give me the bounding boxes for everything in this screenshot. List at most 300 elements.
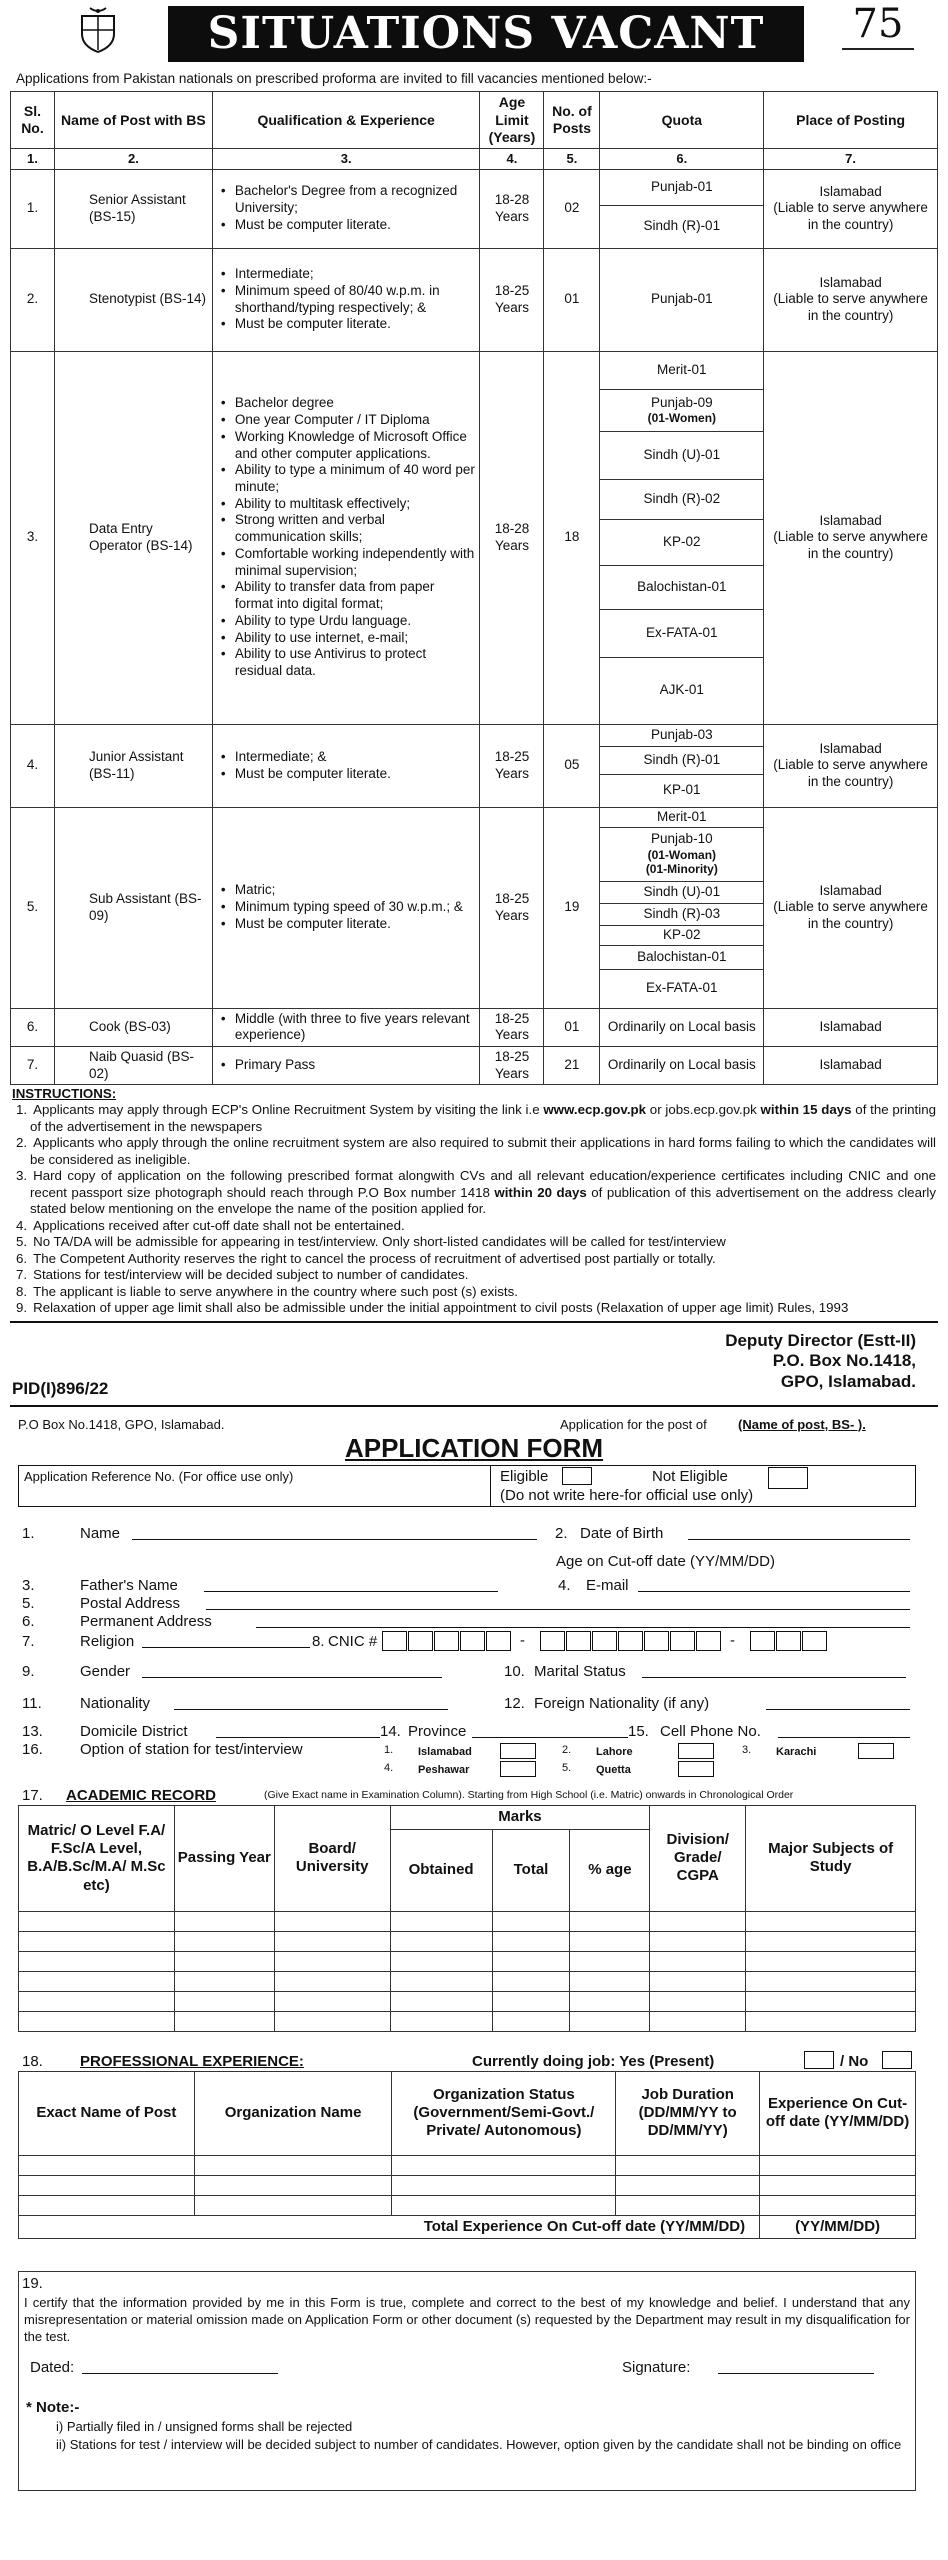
academic-cell[interactable] <box>174 1971 274 1991</box>
header-no-of-posts: No. of Posts <box>544 92 600 148</box>
station-checkbox-quetta[interactable] <box>678 1761 714 1777</box>
station-checkbox-peshawar[interactable] <box>500 1761 536 1777</box>
academic-cell[interactable] <box>274 1931 390 1951</box>
row-quota <box>600 1008 764 1046</box>
quota-item <box>600 882 763 904</box>
column-number: 2. <box>54 148 212 169</box>
row-qualification <box>212 1047 480 1085</box>
header-division: Division/ Grade/ CGPA <box>650 1805 746 1911</box>
row-no-of-posts: 01 <box>544 1008 600 1046</box>
row-place-of-posting <box>764 1008 938 1046</box>
foreign-nationality-label: Foreign Nationality (if any) <box>534 1694 710 1712</box>
academic-cell[interactable] <box>390 1991 492 2011</box>
dob-input[interactable] <box>688 1539 910 1540</box>
station-number: 3. <box>742 1743 752 1756</box>
academic-cell[interactable] <box>746 1911 916 1931</box>
academic-cell[interactable] <box>390 1951 492 1971</box>
quota-label: AJK-01 <box>659 682 704 698</box>
signatory-address <box>725 1331 916 1392</box>
eligible-label: Eligible <box>500 1467 549 1485</box>
cnic-separator: - <box>730 1631 735 1649</box>
job-yes-checkbox[interactable] <box>804 2051 834 2069</box>
cnic-digit-box[interactable] <box>460 1631 485 1651</box>
instruction-text: within 15 days <box>760 1102 852 1118</box>
academic-cell[interactable] <box>174 1991 274 2011</box>
foreign-nationality-input[interactable] <box>766 1709 910 1710</box>
postal-address-input[interactable] <box>206 1609 910 1610</box>
qualification-item: • Minimum typing speed of 30 w.p.m.; & <box>217 899 476 916</box>
header-obtained: Obtained <box>390 1829 492 1911</box>
field-number: 2. <box>555 1524 568 1542</box>
field-number: 10. <box>504 1662 525 1680</box>
header-board: Board/ University <box>274 1805 390 1911</box>
instruction-item <box>12 1218 936 1234</box>
quota-item <box>600 808 763 828</box>
field-number: 4. <box>558 1576 571 1594</box>
field-number: 5. <box>22 1594 35 1612</box>
experience-cell[interactable] <box>194 2175 392 2195</box>
cnic-digit-box[interactable] <box>408 1631 433 1651</box>
row-place-of-posting <box>764 248 938 351</box>
name-label: Name <box>80 1524 121 1542</box>
field-number: 13. <box>22 1722 43 1740</box>
job-no-checkbox[interactable] <box>882 2051 912 2069</box>
experience-cell[interactable] <box>19 2195 195 2215</box>
row-age-limit: 18-25 Years <box>480 1047 544 1085</box>
row-post-name: Data Entry Operator (BS-14) <box>54 351 212 724</box>
total-experience-field[interactable]: (YY/MM/DD) <box>760 2215 916 2238</box>
table-row <box>11 169 938 248</box>
anniversary-logo <box>836 2 920 62</box>
row-age-limit: 18-28 Years <box>480 351 544 724</box>
academic-cell[interactable] <box>746 1931 916 1951</box>
permanent-address-label: Permanent Address <box>80 1612 212 1630</box>
academic-cell[interactable] <box>746 1991 916 2011</box>
quota-label: Punjab-01 <box>651 291 713 307</box>
header-quota: Quota <box>600 92 764 148</box>
cnic-digit-box[interactable] <box>750 1631 775 1651</box>
cnic-digit-box[interactable] <box>566 1631 591 1651</box>
cnic-digit-box[interactable] <box>618 1631 643 1651</box>
academic-cell[interactable] <box>19 1931 175 1951</box>
header-degree: Matric/ O Level F.A/ F.Sc/A Level, B.A/B.Sc/M.A/ M.Sc etc) <box>19 1805 175 1911</box>
permanent-address-input[interactable] <box>256 1627 910 1628</box>
qualification-item: • Ability to transfer data from paper format into digital format; <box>217 579 476 612</box>
experience-cell[interactable] <box>392 2195 616 2215</box>
academic-cell[interactable] <box>174 1931 274 1951</box>
quota-label: KP-02 <box>663 533 701 549</box>
cnic-digit-box[interactable] <box>776 1631 801 1651</box>
academic-cell[interactable] <box>390 1931 492 1951</box>
row-quota <box>600 351 764 724</box>
experience-cell[interactable] <box>19 2175 195 2195</box>
station-option-label: Option of station for test/interview <box>80 1740 303 1758</box>
header-qualification: Qualification & Experience <box>212 92 480 148</box>
academic-row <box>19 1971 916 1991</box>
father-name-input[interactable] <box>204 1591 498 1592</box>
posting-city: Islamabad <box>819 512 882 528</box>
experience-header-row <box>19 2071 916 2155</box>
qualification-item: • Bachelor degree <box>217 395 476 412</box>
academic-number: 17. <box>22 1786 43 1804</box>
cnic-digit-box[interactable] <box>486 1631 511 1651</box>
row-place-of-posting <box>764 807 938 1008</box>
academic-cell[interactable] <box>650 1911 746 1931</box>
cnic-separator: - <box>520 1631 525 1649</box>
field-number: 7. <box>22 1632 35 1650</box>
intro-text: Applications from Pakistan nationals on prescribed proforma are invited to fill vacancies mentioned below:- <box>16 71 652 86</box>
quota-label: Merit-01 <box>657 808 707 824</box>
header-place-of-posting: Place of Posting <box>764 92 938 148</box>
academic-header-row <box>19 1805 916 1829</box>
experience-number: 18. <box>22 2052 43 2070</box>
column-number: 6. <box>600 148 764 169</box>
dob-label: Date of Birth <box>580 1524 664 1542</box>
quota-label: Punjab-09 <box>651 394 713 410</box>
instruction-text: The applicant is liable to serve anywhere in the country where such post (s) exists. <box>33 1283 518 1299</box>
academic-cell[interactable] <box>650 1951 746 1971</box>
postal-address-label: Postal Address <box>80 1594 181 1612</box>
table-row <box>11 1008 938 1046</box>
station-checkbox-islamabad[interactable] <box>500 1743 536 1759</box>
not-eligible-checkbox[interactable] <box>768 1467 808 1489</box>
academic-cell[interactable] <box>492 2011 570 2031</box>
quota-label: Ordinarily on Local basis <box>607 1019 756 1035</box>
station-number: 4. <box>384 1761 394 1774</box>
nationality-input[interactable] <box>174 1709 448 1710</box>
row-qualification <box>212 169 480 248</box>
academic-title: ACADEMIC RECORD <box>66 1786 216 1804</box>
station-number: 5. <box>562 1761 572 1774</box>
academic-cell[interactable] <box>19 1971 175 1991</box>
instruction-text: Stations for test/interview will be decided subject to number of candidates. <box>33 1267 469 1283</box>
instruction-item <box>12 1251 936 1267</box>
academic-cell[interactable] <box>570 1931 650 1951</box>
vacancy-table <box>10 91 938 1085</box>
quota-label: Punjab-01 <box>651 178 713 194</box>
academic-cell[interactable] <box>570 1971 650 1991</box>
row-sl-no: 4. <box>11 724 55 807</box>
academic-cell[interactable] <box>492 1931 570 1951</box>
quota-item <box>600 352 763 390</box>
row-no-of-posts: 19 <box>544 807 600 1008</box>
instruction-item <box>12 1284 936 1300</box>
form-address: P.O Box No.1418, GPO, Islamabad. <box>18 1416 225 1432</box>
academic-cell[interactable] <box>174 2011 274 2031</box>
academic-cell[interactable] <box>492 1951 570 1971</box>
row-age-limit: 18-28 Years <box>480 169 544 248</box>
row-quota <box>600 169 764 248</box>
experience-cell[interactable] <box>392 2175 616 2195</box>
instruction-item <box>12 1168 936 1217</box>
experience-cell[interactable] <box>760 2155 916 2175</box>
academic-row <box>19 1951 916 1971</box>
row-no-of-posts: 18 <box>544 351 600 724</box>
column-number: 7. <box>764 148 938 169</box>
header-organization-status: Organization Status (Government/Semi-Govt./ Private/ Autonomous) <box>392 2071 616 2155</box>
quota-label: Balochistan-01 <box>637 578 727 594</box>
row-post-name: Sub Assistant (BS-09) <box>54 807 212 1008</box>
academic-note: (Give Exact name in Examination Column). Starting from High School (i.e. Matric) onwards in Chronological Order <box>264 1788 794 1801</box>
header-post-name: Name of Post with BS <box>54 92 212 148</box>
quota-label: Punjab-03 <box>651 726 713 742</box>
row-qualification <box>212 351 480 724</box>
row-no-of-posts: 21 <box>544 1047 600 1085</box>
table-row <box>11 351 938 724</box>
age-cutoff-label: Age on Cut-off date (YY/MM/DD) <box>556 1552 775 1570</box>
qualification-item: • Must be computer literate. <box>217 766 476 783</box>
academic-cell[interactable] <box>746 1971 916 1991</box>
academic-cell[interactable] <box>174 1951 274 1971</box>
academic-cell[interactable] <box>492 1971 570 1991</box>
academic-cell[interactable] <box>390 1911 492 1931</box>
field-number: 15. <box>628 1722 649 1740</box>
instruction-text: Relaxation of upper age limit shall also be admissible under the initial appointment to civil posts (Relaxation of upper age limit) Rules, 1993 <box>33 1300 849 1316</box>
qualification-item: • Primary Pass <box>217 1057 476 1074</box>
declaration-number: 19. <box>22 2274 43 2292</box>
academic-cell[interactable] <box>492 1991 570 2011</box>
cnic-digit-box[interactable] <box>802 1631 827 1651</box>
experience-cell[interactable] <box>616 2195 760 2215</box>
cnic-label: CNIC # <box>328 1632 378 1650</box>
field-number: 11. <box>22 1694 42 1712</box>
academic-cell[interactable] <box>390 2011 492 2031</box>
marital-status-label: Marital Status <box>534 1662 626 1680</box>
quota-item <box>600 249 763 351</box>
row-sl-no: 2. <box>11 248 55 351</box>
qualification-item: • Ability to type a minimum of 40 word per minute; <box>217 462 476 495</box>
experience-cell[interactable] <box>616 2155 760 2175</box>
field-number: 12. <box>504 1694 525 1712</box>
cnic-digit-box[interactable] <box>696 1631 721 1651</box>
row-quota <box>600 807 764 1008</box>
quota-item <box>600 828 763 882</box>
academic-cell[interactable] <box>650 1971 746 1991</box>
academic-cell[interactable] <box>19 2011 175 2031</box>
marital-status-input[interactable] <box>642 1677 906 1678</box>
po-box: P.O. Box No.1418, <box>772 1351 916 1371</box>
qualification-item: • Comfortable working independently with minimal supervision; <box>217 546 476 579</box>
academic-cell[interactable] <box>570 2011 650 2031</box>
row-age-limit: 18-25 Years <box>480 248 544 351</box>
table-row <box>11 807 938 1008</box>
academic-cell[interactable] <box>746 2011 916 2031</box>
cnic-digit-box[interactable] <box>644 1631 669 1651</box>
row-qualification <box>212 724 480 807</box>
experience-cell[interactable] <box>392 2155 616 2175</box>
row-sl-no: 6. <box>11 1008 55 1046</box>
posting-city: Islamabad <box>819 183 882 199</box>
station-label-islamabad: Islamabad <box>418 1745 472 1758</box>
qualification-item: • Ability to type Urdu language. <box>217 613 476 630</box>
station-checkbox-lahore[interactable] <box>678 1743 714 1759</box>
quota-label: Ex-FATA-01 <box>646 980 718 996</box>
academic-cell[interactable] <box>174 1911 274 1931</box>
experience-cell[interactable] <box>616 2175 760 2195</box>
instruction-number: 8. <box>16 1283 28 1299</box>
signature-label: Signature: <box>622 2358 691 2376</box>
station-label-quetta: Quetta <box>596 1763 631 1776</box>
quota-label: KP-01 <box>663 782 701 798</box>
row-quota <box>600 248 764 351</box>
academic-cell[interactable] <box>570 1911 650 1931</box>
qualification-item: • Must be computer literate. <box>217 217 476 234</box>
experience-cell[interactable] <box>760 2195 916 2215</box>
row-sl-no: 7. <box>11 1047 55 1085</box>
signatory-title: Deputy Director (Estt-II) <box>725 1330 916 1350</box>
instruction-text: Applications received after cut-off date shall not be entertained. <box>33 1217 405 1233</box>
quota-item <box>600 480 763 520</box>
quota-item <box>600 904 763 926</box>
cnic-digit-box[interactable] <box>592 1631 617 1651</box>
anniversary-underline <box>842 48 914 50</box>
gender-label: Gender <box>80 1662 131 1680</box>
instruction-text: within 20 days <box>494 1184 587 1200</box>
quota-item <box>600 432 763 480</box>
instructions-heading: INSTRUCTIONS: <box>12 1085 117 1101</box>
posting-city: Islamabad <box>819 882 882 898</box>
experience-cell[interactable] <box>194 2195 392 2215</box>
vacancy-rows <box>11 169 938 1084</box>
instruction-number: 2. <box>16 1135 28 1151</box>
academic-cell[interactable] <box>570 1951 650 1971</box>
quota-item <box>600 725 763 747</box>
row-qualification <box>212 248 480 351</box>
quota-label: Ex-FATA-01 <box>646 624 718 640</box>
instruction-text: Hard copy of application on the following prescribed format alongwith CVs and all relevant education/experience certificates including CNIC and one recent passport size photograph should reach through P.O Box number 1418 <box>30 1168 936 1200</box>
academic-row <box>19 2011 916 2031</box>
academic-cell[interactable] <box>274 1991 390 2011</box>
instruction-number: 4. <box>16 1217 28 1233</box>
academic-cell[interactable] <box>650 1991 746 2011</box>
application-form <box>10 1405 938 2489</box>
province-input[interactable] <box>472 1737 628 1738</box>
row-place-of-posting <box>764 1047 938 1085</box>
job-no-label: / No <box>840 2052 869 2070</box>
academic-cell[interactable] <box>570 1991 650 2011</box>
instruction-text: of publication of this advertisement on the address clearly stated below mentioning on the envelope the name of the position applied for. <box>30 1184 936 1217</box>
station-options <box>10 1741 948 1781</box>
field-number: 16. <box>22 1740 43 1758</box>
header-passing-year: Passing Year <box>174 1805 274 1911</box>
field-number: 8. <box>312 1632 325 1650</box>
academic-row <box>19 1931 916 1951</box>
row-post-name: Senior Assistant (BS-15) <box>54 169 212 248</box>
instruction-number: 6. <box>16 1250 28 1266</box>
cell-phone-input[interactable] <box>778 1737 910 1738</box>
table-header-row <box>11 92 938 148</box>
signature-input[interactable] <box>718 2373 874 2374</box>
academic-cell[interactable] <box>274 1911 390 1931</box>
academic-rows <box>19 1911 916 2031</box>
qualification-item: • Matric; <box>217 882 476 899</box>
posting-note: (Liable to serve anywhere in the country) <box>773 757 928 789</box>
quota-label: KP-02 <box>663 926 701 942</box>
experience-cell[interactable] <box>19 2155 195 2175</box>
academic-cell[interactable] <box>746 1951 916 1971</box>
cnic-digit-box[interactable] <box>382 1631 407 1651</box>
header-sl-no: Sl. No. <box>11 92 55 148</box>
quota-item <box>600 390 763 432</box>
quota-item <box>600 206 763 248</box>
station-checkbox-karachi[interactable] <box>858 1743 894 1759</box>
post-applied-label: Application for the post of <box>560 1416 707 1432</box>
station-label-karachi: Karachi <box>776 1745 817 1758</box>
cnic-digit-box[interactable] <box>540 1631 565 1651</box>
academic-cell[interactable] <box>274 2011 390 2031</box>
gender-input[interactable] <box>142 1677 442 1678</box>
quota-label: Sindh (U)-01 <box>643 883 721 899</box>
academic-cell[interactable] <box>650 2011 746 2031</box>
religion-input[interactable] <box>142 1647 310 1648</box>
qualification-item: • Must be computer literate. <box>217 916 476 933</box>
quota-item <box>600 566 763 610</box>
domicile-input[interactable] <box>216 1737 380 1738</box>
name-input[interactable] <box>132 1539 537 1540</box>
instruction-item <box>12 1102 936 1135</box>
note-title: * Note:- <box>26 2398 80 2416</box>
quota-item <box>600 520 763 566</box>
qualification-item: • Intermediate; <box>217 266 476 283</box>
station-label-lahore: Lahore <box>596 1745 633 1758</box>
email-input[interactable] <box>638 1591 910 1592</box>
academic-cell[interactable] <box>390 1971 492 1991</box>
experience-row <box>19 2175 916 2195</box>
field-number: 14. <box>380 1722 401 1740</box>
academic-cell[interactable] <box>19 1911 175 1931</box>
row-place-of-posting <box>764 169 938 248</box>
academic-cell[interactable] <box>650 1931 746 1951</box>
academic-cell[interactable] <box>492 1911 570 1931</box>
signature-block <box>10 1321 938 1405</box>
posting-note: (Liable to serve anywhere in the country) <box>773 529 928 561</box>
instruction-number: 5. <box>16 1234 28 1250</box>
dated-input[interactable] <box>82 2373 278 2374</box>
eligible-checkbox[interactable] <box>562 1467 592 1485</box>
academic-cell[interactable] <box>274 1971 390 1991</box>
qualification-item: • Intermediate; & <box>217 749 476 766</box>
academic-cell[interactable] <box>274 1951 390 1971</box>
cnic-digit-box[interactable] <box>434 1631 459 1651</box>
row-no-of-posts: 02 <box>544 169 600 248</box>
academic-cell[interactable] <box>19 1991 175 2011</box>
province-label: Province <box>408 1722 467 1740</box>
experience-cell[interactable] <box>194 2155 392 2175</box>
experience-table <box>18 2071 916 2239</box>
total-experience-label: Total Experience On Cut-off date (YY/MM/DD) <box>19 2215 760 2238</box>
instruction-number: 3. <box>16 1168 28 1184</box>
cnic-digit-box[interactable] <box>670 1631 695 1651</box>
row-post-name: Junior Assistant (BS-11) <box>54 724 212 807</box>
quota-item <box>600 1048 763 1084</box>
cell-phone-label: Cell Phone No. <box>660 1722 761 1740</box>
academic-cell[interactable] <box>19 1951 175 1971</box>
post-applied-field[interactable]: (Name of post, BS- ). <box>738 1416 866 1432</box>
domicile-label: Domicile District <box>80 1722 188 1740</box>
quota-label: Ordinarily on Local basis <box>607 1057 756 1073</box>
experience-title: PROFESSIONAL EXPERIENCE: <box>80 2052 304 2070</box>
header-total: Total <box>492 1829 570 1911</box>
row-sl-no: 1. <box>11 169 55 248</box>
posting-city: Islamabad <box>819 1019 882 1035</box>
instruction-number: 1. <box>16 1102 28 1118</box>
table-row <box>11 724 938 807</box>
instructions <box>10 1085 938 1321</box>
header-post-name: Exact Name of Post <box>19 2071 195 2155</box>
advert-header <box>10 0 938 68</box>
instruction-item <box>12 1234 936 1250</box>
experience-cell[interactable] <box>760 2175 916 2195</box>
